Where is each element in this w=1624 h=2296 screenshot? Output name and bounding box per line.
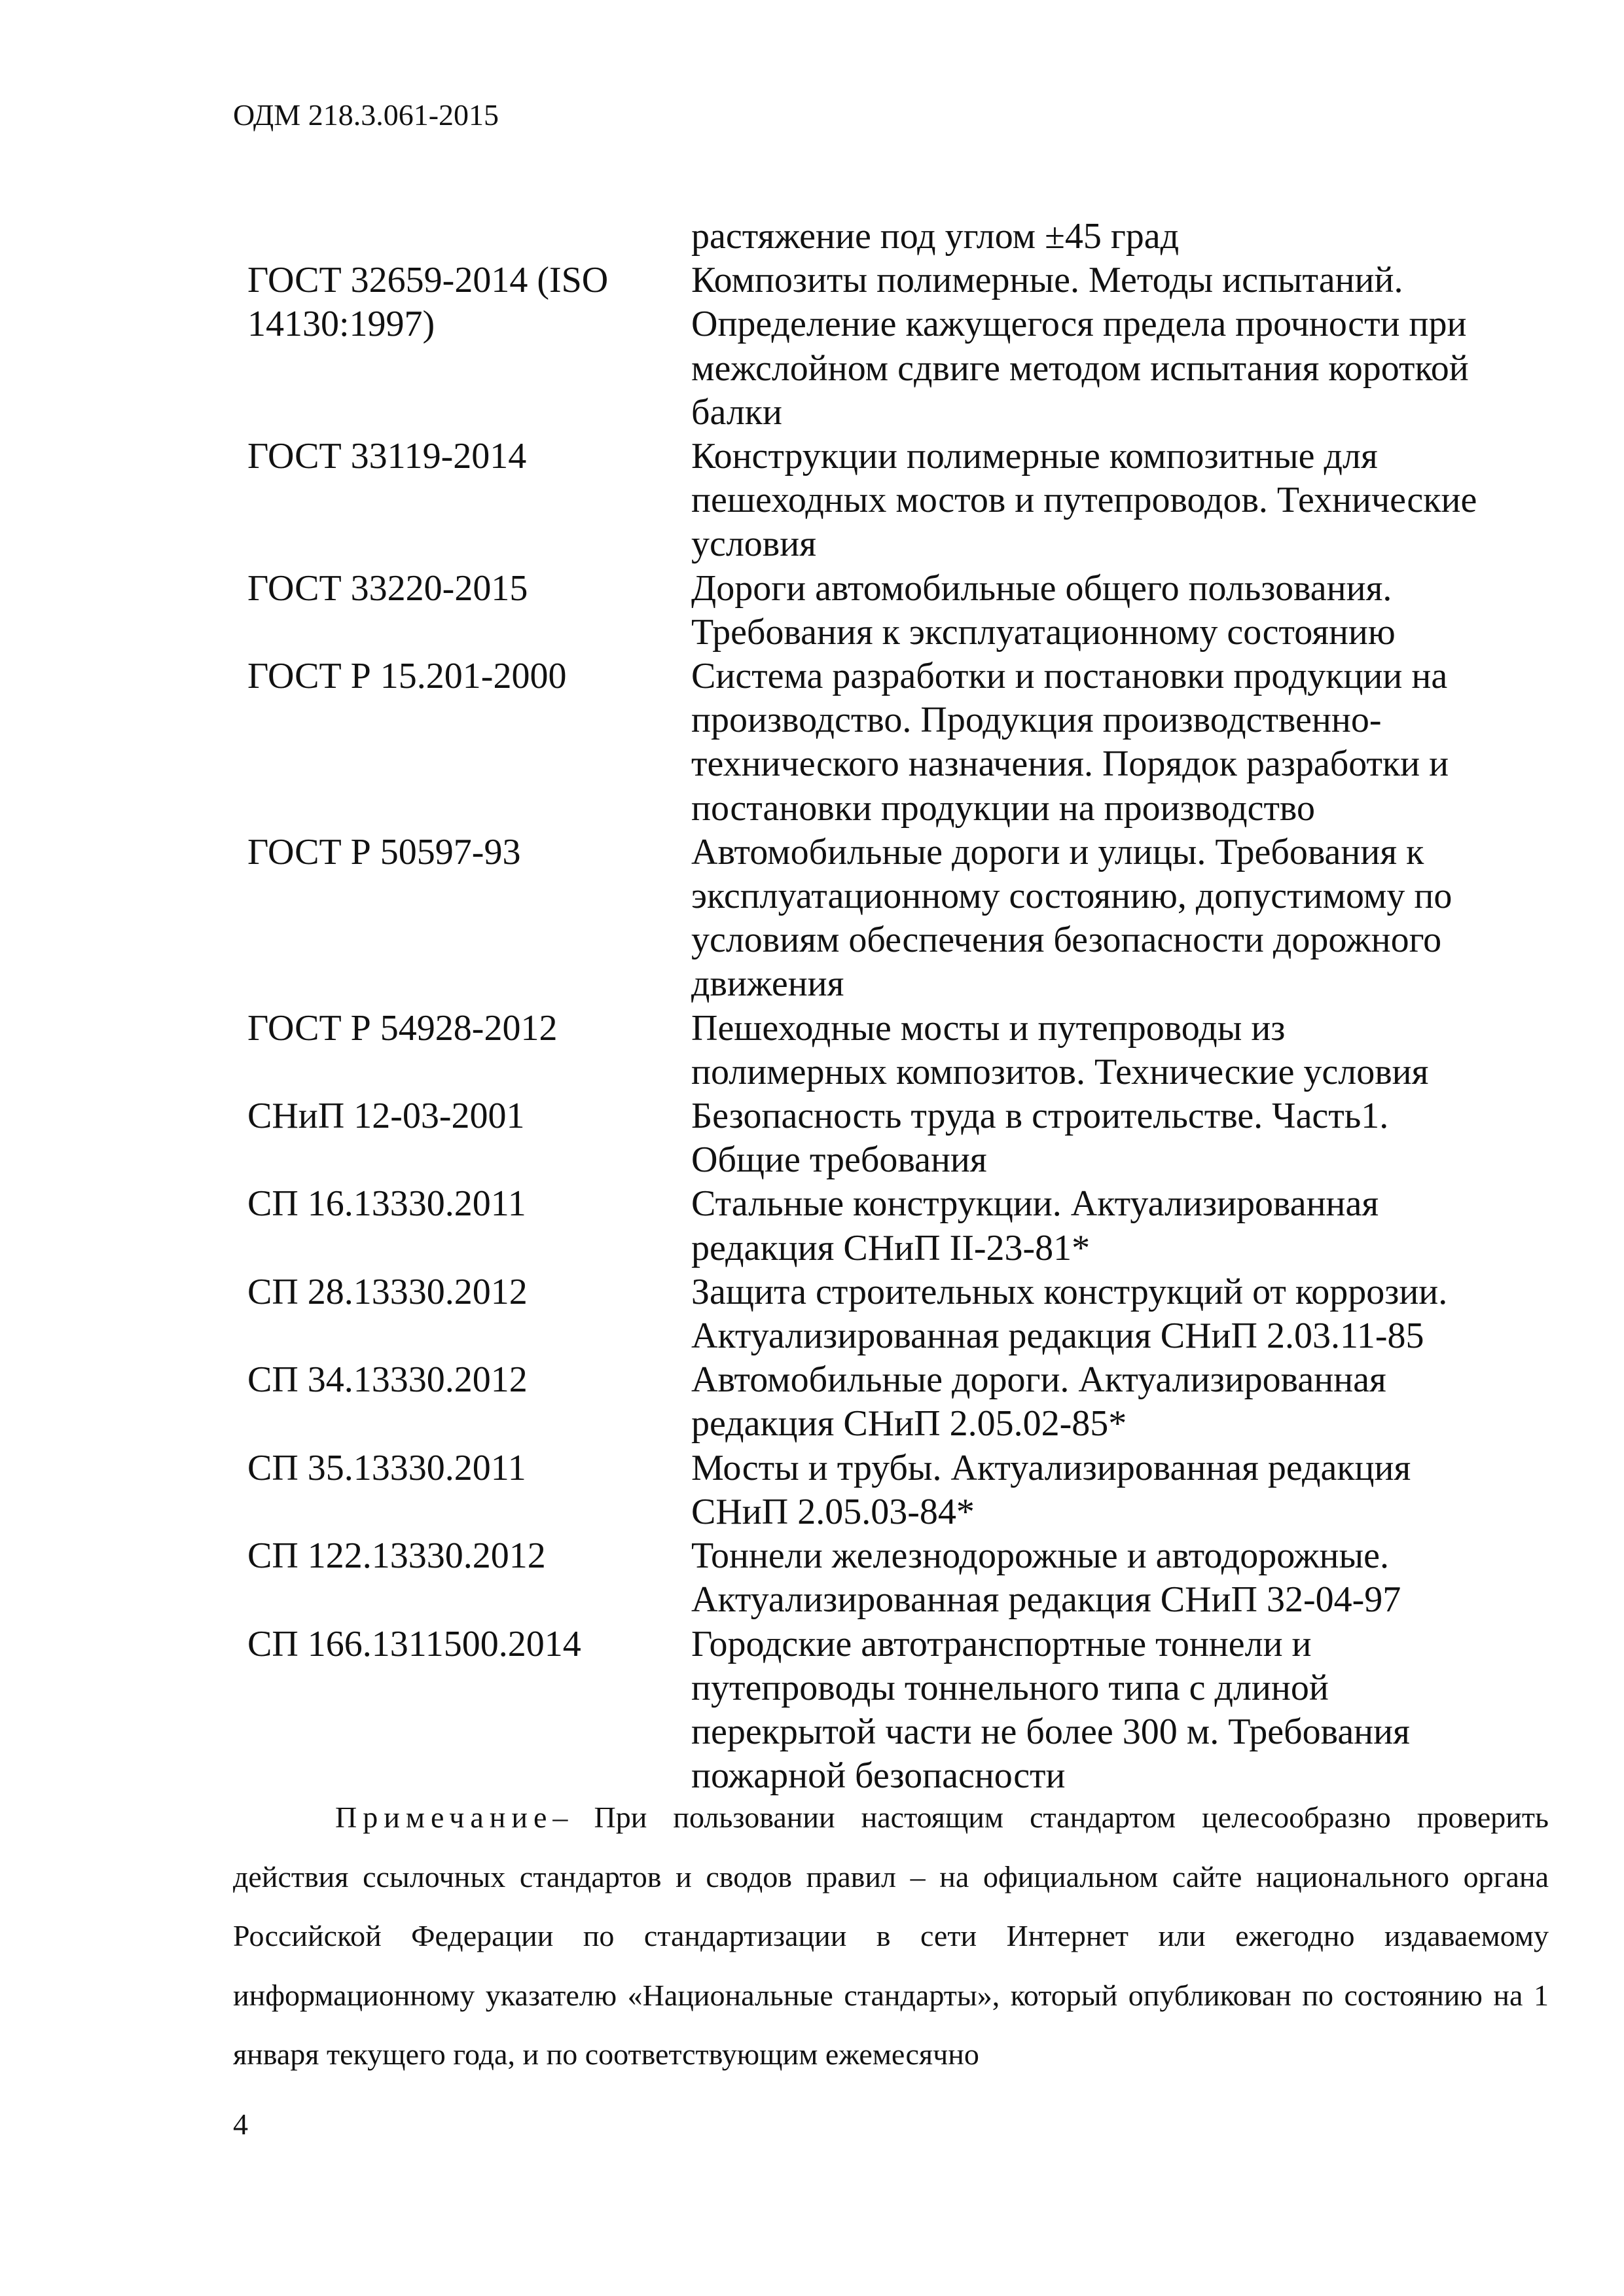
reference-row <box>247 1182 1530 1270</box>
reference-row <box>247 1534 1530 1622</box>
reference-title: Защита строительных конструкций от коррозии. Актуализированная редакция СНиП 2.03.11-85 <box>691 1271 1448 1357</box>
reference-title: Автомобильные дороги. Актуализированная редакция СНиП 2.05.02-85* <box>691 1359 1386 1444</box>
reference-row <box>247 1358 1530 1446</box>
reference-code: СП 34.13330.2012 <box>247 1359 528 1401</box>
normative-references-list <box>247 215 1530 1798</box>
reference-title: Тоннели железнодорожные и автодорожные. Актуализированная редакция СНиП 32-04-97 <box>691 1535 1401 1621</box>
reference-code: СП 166.1311500.2014 <box>247 1623 581 1664</box>
note-text: – При пользовании настоящим стандартом целесообразно проверить действия ссылочных стандартов и сводов правил – на официальном сайте национального органа Российской Федерации по стандартизации в сети Интернет или ежегодно издаваемому информационному указателю «Национальные стандарты», который опубликован по состоянию на 1 января текущего года, и по соответствующим ежемесячно <box>233 1801 1549 2071</box>
reference-title: Безопасность труда в строительстве. Часть1. Общие требования <box>691 1096 1389 1181</box>
reference-row <box>247 1623 1530 1799</box>
reference-title: Конструкции полимерные композитные для пешеходных мостов и путепроводов. Технические условия <box>691 436 1477 565</box>
reference-title: Автомобильные дороги и улицы. Требования к эксплуатационному состоянию, допустимому по условиям обеспечения безопасности дорожного движения <box>691 831 1453 1005</box>
reference-code: ГОСТ Р 15.201-2000 <box>247 656 567 697</box>
reference-row <box>247 435 1530 567</box>
reference-row <box>247 831 1530 1007</box>
reference-code: СНиП 12-03-2001 <box>247 1096 525 1137</box>
reference-title: Композиты полимерные. Методы испытаний. Определение кажущегося предела прочности при межслойном сдвиге методом испытания короткой балки <box>691 260 1469 433</box>
reference-code: ГОСТ Р 54928-2012 <box>247 1007 558 1049</box>
reference-code: СП 28.13330.2012 <box>247 1271 528 1312</box>
document-code-header: ОДМ 218.3.061-2015 <box>233 98 499 132</box>
note-paragraph <box>233 1788 1549 2085</box>
reference-code: СП 122.13330.2012 <box>247 1535 546 1577</box>
reference-code: ГОСТ 33119-2014 <box>247 436 527 477</box>
reference-row <box>247 567 1530 655</box>
reference-row <box>247 655 1530 831</box>
reference-row <box>247 215 1530 259</box>
reference-row <box>247 1446 1530 1534</box>
reference-title: Дороги автомобильные общего пользования. Требования к эксплуатационному состоянию <box>691 567 1396 653</box>
reference-code: ГОСТ Р 50597-93 <box>247 831 521 872</box>
note-label: Примечание <box>335 1801 553 1834</box>
reference-title: растяжение под углом ±45 град <box>691 216 1180 257</box>
reference-code: ГОСТ 33220-2015 <box>247 567 528 609</box>
reference-row <box>247 1007 1530 1094</box>
page-number: 4 <box>233 2108 248 2141</box>
reference-row <box>247 1094 1530 1182</box>
reference-row <box>247 1270 1530 1358</box>
reference-row <box>247 259 1530 435</box>
reference-title: Стальные конструкции. Актуализированная редакция СНиП II-23-81* <box>691 1183 1379 1268</box>
reference-title: Пешеходные мосты и путепроводы из полимерных композитов. Технические условия <box>691 1007 1429 1092</box>
reference-title: Городские автотранспортные тоннели и путепроводы тоннельного типа с длиной перекрытой части не более 300 м. Требования пожарной безопасности <box>691 1623 1410 1797</box>
reference-code: СП 16.13330.2011 <box>247 1183 526 1225</box>
reference-title: Система разработки и постановки продукции на производство. Продукция производственно- технического назначения. Порядок разработки и постановки продукции на производство <box>691 656 1449 829</box>
reference-code: СП 35.13330.2011 <box>247 1447 526 1488</box>
reference-code: ГОСТ 32659-2014 (ISO 14130:1997) <box>247 260 609 345</box>
reference-title: Мосты и трубы. Актуализированная редакция СНиП 2.05.03-84* <box>691 1447 1411 1532</box>
